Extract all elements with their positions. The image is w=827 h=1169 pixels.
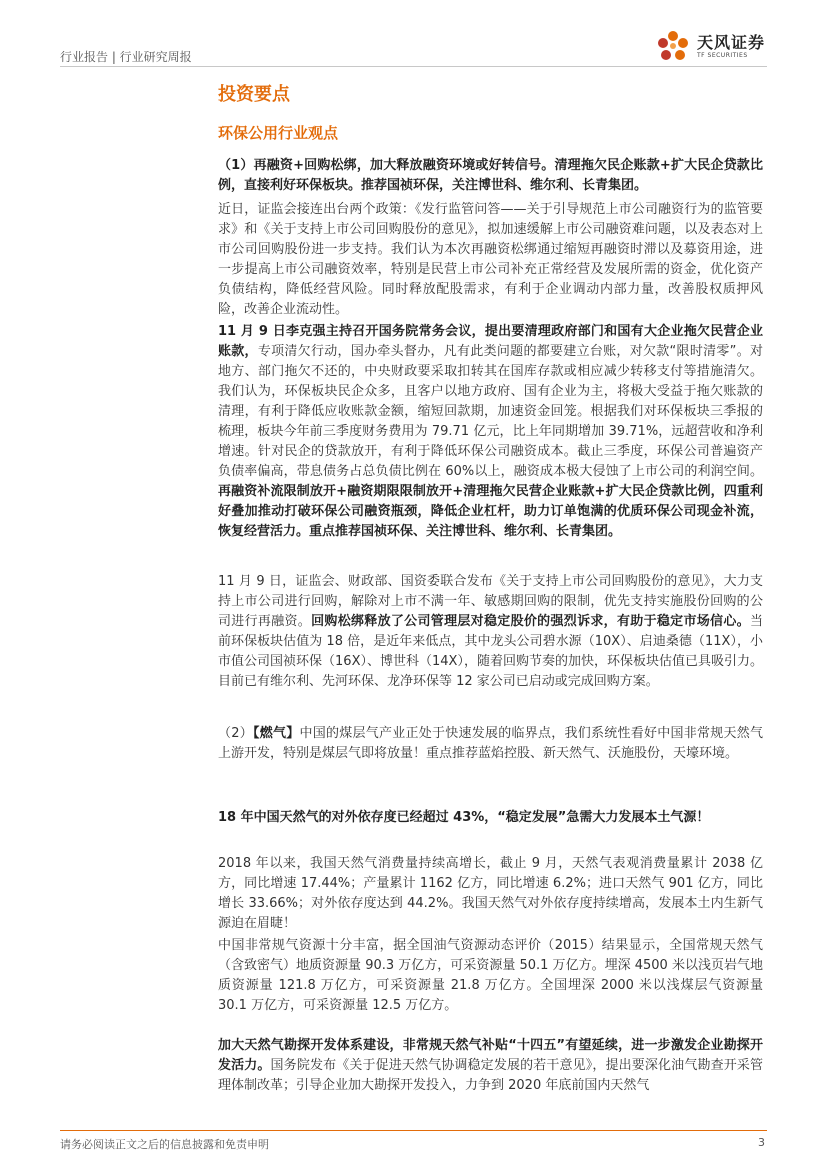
subsection-title: 环保公用行业观点 [218, 124, 339, 142]
paragraph-4-bold-1: 回购松绑释放了公司管理层对稳定股价的强烈诉求，有助于稳定市场信心。 [311, 614, 750, 629]
page-number: 3 [758, 1136, 765, 1149]
footer-disclaimer: 请务必阅读正文之后的信息披露和免责申明 [60, 1138, 269, 1151]
paragraph-4 [218, 572, 763, 692]
paragraph-1 [218, 156, 763, 196]
section-title: 投资要点 [218, 84, 290, 105]
paragraph-9-bold: 加大天然气勘探开发体系建设，非常规天然气补贴“十四五”有望延续，进一步激发企业勘探开发活力。 [218, 1038, 763, 1073]
header-divider [60, 66, 767, 67]
paragraph-5-text-2: 中国的煤层气产业正处于快速发展的临界点，我们系统性看好中国非常规天然气上游开发，特别是煤层气即将放量！重点推荐蓝焰控股、新天然气、沃施股份，天壕环境。 [218, 726, 763, 761]
paragraph-4-text-1: 11 月 9 日，证监会、财政部、国资委联合发布《关于支持上市公司回购股份的意见》，大力支持上市公司进行回购，解除对上市不满一年、敏感期回购的限制，优先支持实施股份回购的公司进行再融资。 [218, 574, 763, 629]
report-category: 行业报告 | 行业研究周报 [60, 50, 192, 64]
paragraph-3 [218, 322, 763, 542]
paragraph-5-text-1: （2） [218, 726, 254, 741]
company-logo [653, 26, 765, 66]
paragraph-6 [218, 808, 763, 828]
paragraph-3-bold-1: 11 月 9 日李克强主持召开国务院常务会议，提出要清理政府部门和国有大企业拖欠民营企业账款， [218, 324, 763, 359]
paragraph-1-bold: （1）再融资+回购松绑，加大释放融资环境或好转信号。清理拖欠民企账款+扩大民企贷款比例，直接利好环保板块。推荐国祯环保，关注博世科、维尔利、长青集团。 [218, 158, 763, 193]
footer-divider [60, 1130, 767, 1131]
logo-english: TF SECURITIES [696, 51, 748, 59]
paragraph-7: 2018 年以来，我国天然气消费量持续高增长，截止 9 月，天然气表观消费量累计 2038 亿方，同比增速 17.44%；产量累计 1162 亿方，同比增速 6.2%；进口天然气 901 亿方，同比增长 33.66%；对外依存度达到 44.2%。我国天然气对外依存度持续增高，发展本土内生新气源迫在眉睫！ [218, 856, 763, 931]
paragraph-4-text-2: 当前环保板块估值为 18 倍，是近年来低点，其中龙头公司碧水源（10X）、启迪桑德（11X），小市值公司国祯环保（16X）、博世科（14X），随着回购节奏的加快，环保板块估值已具吸引力。目前已有维尔利、先河环保、龙净环保等 12 家公司已启动或完成回购方案。 [218, 614, 763, 689]
logo-name: 天风证券 [696, 32, 765, 52]
paragraph-9-text: 国务院发布《关于促进天然气协调稳定发展的若干意见》，提出要深化油气勘查开采管理体制改革；引导企业加大勘探开发投入，力争到 2020 年底前国内天然气 [218, 1058, 763, 1093]
paragraph-5-bold: 【燃气】 [253, 726, 300, 741]
paragraph-9 [218, 1036, 763, 1096]
flower-logo-icon [653, 26, 693, 66]
paragraph-6-bold: 18 年中国天然气的对外依存度已经超过 43%，“稳定发展”急需大力发展本土气源！ [218, 810, 710, 825]
paragraph-5 [218, 724, 763, 764]
paragraph-8: 中国非常规气资源十分丰富，据全国油气资源动态评价（2015）结果显示，全国常规天然气（含致密气）地质资源量 90.3 万亿方，可采资源量 50.1 万亿方。埋深 4500 米以浅页岩气地质资源量 121.8 万亿方，可采资源量 21.8 万亿方。全国埋深 2000 米以浅煤层气资源量 30.1 万亿方，可采资源量 12.5 万亿方。 [218, 938, 763, 1013]
paragraph-3-bold-2: 再融资补流限制放开+融资期限限制放开+清理拖欠民营企业账款+扩大民企贷款比例，四重利好叠加推动打破环保公司融资瓶颈，降低企业杠杆，助力订单饱满的优质环保公司现金补流，恢复经营活力。重点推荐国祯环保、关注博世科、维尔利、长青集团。 [218, 484, 763, 539]
paragraph-2: 近日，证监会接连出台两个政策：《发行监管问答——关于引导规范上市公司融资行为的监管要求》和《关于支持上市公司回购股份的意见》，拟加速缓解上市公司融资难问题，以及表态对上市公司回购股份进一步支持。我们认为本次再融资松绑通过缩短再融资时滞以及募资用途，进一步提高上市公司融资效率，特别是民营上市公司补充正常经营及发展所需的资金，优化资产负债结构，降低经营风险。同时释放配股需求，有利于企业调动内部力量，改善股权质押风险，改善企业流动性。 [218, 202, 763, 317]
paragraph-3-text-1: 专项清欠行动，国办牵头督办，凡有此类问题的都要建立台账，对欠款“限时清零”。对地方、部门拖欠不还的，中央财政要采取扣转其在国库存款或相应减少转移支付等措施清欠。我们认为，环保板块民企众多，且客户以地方政府、国有企业为主，将极大受益于拖欠账款的清理，有利于降低应收账款金额，缩短回款期，加速资金回笼。根据我们对环保板块三季报的梳理，板块今年前三季度财务费用为 79.71 亿元，比上年同期增加 39.71%，远超营收和净利增速。针对民企的贷款放开，有利于降低环保公司融资成本。截止三季度，环保公司普遍资产负债率偏高，带息债务占总负债比例在 60%以上，融资成本极大侵蚀了上市公司的利润空间。 [218, 344, 763, 479]
